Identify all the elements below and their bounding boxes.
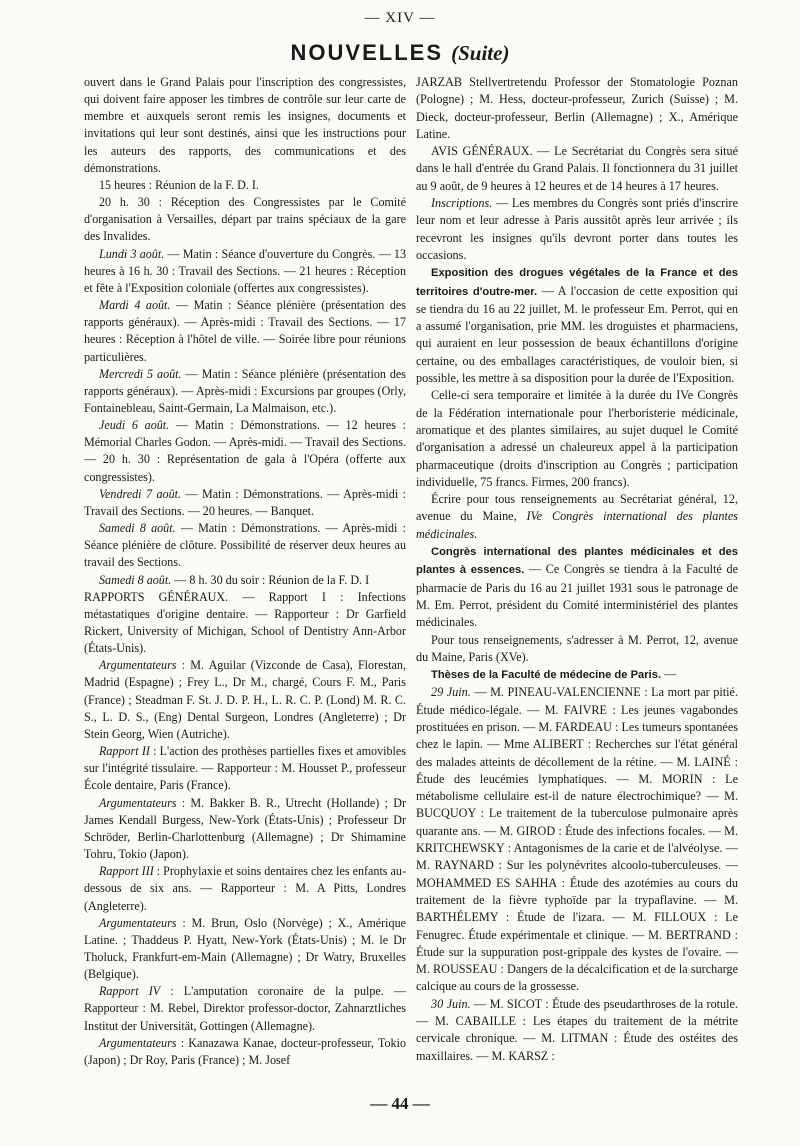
paragraph: ouvert dans le Grand Palais pour l'inscription des congressistes, qui doivent faire apposer les timbres de contrôle sur leur carte de membre et auxquels seront remis les insignes, documents et invitations qui leur sont destinés, ainsi que les instructions pour les auteurs des rapports, des communications et des démonstrations.: [84, 75, 406, 175]
entry-heading: Thèses de la Faculté de médecine de Paris.: [431, 669, 662, 682]
entry-text: — Matin : Séance plénière (présentation des rapports généraux). — Après-midi : Excursions par groupes (Orly, Fontainebleau, Saint-Germain, La Malmaison, etc.).: [84, 366, 407, 415]
entry-date: Lundi 3 août.: [99, 246, 165, 261]
entry-date: Vendredi 7 août.: [99, 486, 182, 501]
schedule-entry: [84, 246, 406, 297]
entry-lead: Rapport III: [99, 864, 154, 879]
paragraph: 20 h. 30 : Réception des Congressistes par le Comité d'organisation à Versailles, départ par trains spéciaux de la gare des Invalides.: [84, 195, 406, 244]
entry-heading: Exposition des drogues végétales de la France et des territoires d'outre-mer.: [416, 267, 738, 298]
entry-lead: Argumentateurs: [99, 795, 177, 810]
section-heading: [0, 40, 800, 66]
notice-entry: [416, 195, 738, 264]
entry-text: — Les membres du Congrès sont priés d'inscrire leur nom et leur adresse à Paris aussitôt après leur arrivée ; ils recevront les insignes qu'ils devront porter dans toutes les occasions.: [416, 196, 738, 262]
entry-date: Mercredi 5 août.: [99, 366, 182, 381]
report-entry: [84, 795, 406, 864]
thesis-entry: [416, 684, 738, 995]
notice-entry: [416, 491, 738, 543]
entry-text: : M. Brun, Oslo (Norvège) ; X., Amérique Latine. ; Thaddeus P. Hyatt, New-York (États-Unis) ; M. le Dr Tholuck, Frankfurt-em-Main (Allemagne) ; Dr Watry, Bruxelles (Belgique).: [84, 915, 406, 982]
paragraph: Celle-ci sera temporaire et limitée à la durée du IVe Congrès de la Fédération internationale pour l'herboristerie médicinale, aromatique et des plantes similaires, au sujet duquel le Comité d'organisation a adressé un chaleureux appel à la participation pharmaceutique (droits d'inscription au Congrès ; participation individuelle, 75 francs. Firmes, 200 francs).: [416, 388, 738, 489]
report-entry: [84, 657, 406, 743]
entry-lead: Argumentateurs: [99, 915, 177, 930]
entry-lead: Rapport II: [99, 744, 150, 759]
heading-title: NOUVELLES: [290, 40, 443, 65]
entry-date: Samedi 8 août.: [99, 572, 172, 587]
heading-suite: (Suite): [451, 41, 510, 65]
schedule-entry: [84, 486, 406, 520]
left-column: [84, 74, 406, 1069]
entry-heading: Congrès international des plantes médicinales et des plantes à essences.: [416, 546, 738, 577]
right-column: [416, 74, 738, 1065]
entry-text: : Prophylaxie et soins dentaires chez les enfants au-dessous de six ans. — Rapporteur : M. A Pitts, Londres (Angleterre).: [84, 864, 406, 913]
paragraph: RAPPORTS GÉNÉRAUX. — Rapport I : Infections métastatiques d'origine dentaire. — Rapporteur : Dr Garfield Rickert, University of Michigan, School of Dentistry Ann-Arbor (États-Unis).: [84, 589, 406, 656]
paragraph: Pour tous renseignements, s'adresser à M. Perrot, 12, avenue du Maine, Paris (XVe).: [416, 632, 738, 664]
entry-text: — Matin : Séance d'ouverture du Congrès. — 13 heures à 16 h. 30 : Travail des Sections. — 21 heures : Réception et fête à l'Exposition coloniale (offertes aux congressistes).: [84, 246, 406, 295]
roman-page-number: — XIV —: [364, 10, 436, 26]
entry-lead: Inscriptions.: [431, 196, 493, 211]
report-entry: [84, 915, 406, 984]
entry-date: 30 Juin.: [431, 996, 471, 1011]
entry-text: : M. Aguilar (Vizconde de Casa), Florestan, Madrid (Espagne) ; Frey L., Dr M., chargé, Cours F. M., Paris (France) ; Steadman F. St. J. D. P. H., L. R. C. P. (Lond) M. R. C. S., L. D. S., (Eng) Dental Surgeon, Londres (Angleterre) ; Dr Stein Georg, Wien (Autriche).: [84, 658, 406, 741]
report-entry: [84, 1035, 406, 1069]
notice-entry: [416, 543, 738, 631]
report-entry: [84, 743, 406, 794]
entry-text: — 8 h. 30 du soir : Réunion de la F. D. I: [171, 572, 370, 587]
entry-text: — Matin : Démonstrations. — Après-midi : Travail des Sections. — 20 heures. — Banquet.: [84, 486, 406, 518]
entry-lead: Rapport IV: [99, 984, 161, 999]
notice-entry: [416, 264, 738, 387]
entry-text: — A l'occasion de cette exposition qui se tiendra du 16 au 22 juillet, M. le professeur Em. Perrot, qui en a assumé l'organisation, prie MM. les droguistes et pharmaciens, qui auraient en leur possession de beaux échantillons d'origine certaine, ou des emballages caractéristiques, de vouloir bien, si possible, les mettre à sa disposition pour la durée de l'Exposition.: [416, 283, 738, 386]
schedule-entry: [84, 366, 406, 417]
entry-italic: IVe Congrès international des plantes médicinales.: [416, 509, 738, 541]
entry-text: — M. PINEAU-VALENCIENNE : La mort par pitié. Étude médico-légale. — M. FAIVRE : Les jeunes vagabondes prostituées en prison. — M. FARDEAU : Les tumeurs spontanées chez le lapin. — Mme ALIBERT : Recherches sur l'état général des malades atteints de décollement de la rétine. — M. LAINÉ : Étude des leucémies lymphatiques. — M. MORIN : Le métabolisme cellulaire est-il de nature électrochimique? — M. BUCQUOY : Le traitement de la tuberculose pulmonaire après quarante ans. — M. GIROD : Étude des infections focales. — M. KRITCHEWSKY : Antagonismes de la carie et de l'alvéolyse. — M. RAYNARD : Sur les polynévrites alcoolo-tuberculeuses. — MOHAMMED ES SAHHA : Étude des azotémies au cours du traitement de la fièvre typhoïde par la trypaflavine. — M. BARTHÉLEMY : Étude de l'izara. — M. FILLOUX : Le Fenugrec. Étude expérimentale et clinique. — M. BERTRAND : Étude sur la suppuration post-grippale des kystes de l'ovaire. — M. ROUSSEAU : Dangers de la décalcification et de la surcharge calcique au cours de la grossesse.: [416, 685, 738, 994]
schedule-entry: [84, 520, 406, 571]
paragraph: 15 heures : Réunion de la F. D. I.: [99, 177, 259, 192]
entry-text: : Kanazawa Kanae, docteur-professeur, Tokio (Japon) ; Dr Roy, Paris (France) ; M. Josef: [84, 1035, 406, 1067]
entry-date: Jeudi 6 août.: [99, 418, 170, 433]
page-number: — 44 —: [370, 1094, 430, 1113]
entry-text: : L'amputation coronaire de la pulpe. — Rapporteur : M. Rebel, Direktor professor-doctor, Zahnarztliches Institut der Universität, Gottingen (Allemagne).: [84, 984, 406, 1033]
entry-lead: Argumentateurs: [99, 658, 177, 673]
entry-text: Écrire pour tous renseignements au Secrétariat général, 12, avenue du Maine,: [416, 492, 738, 524]
schedule-entry: [84, 417, 406, 486]
schedule-entry: [84, 572, 406, 589]
entry-text: — Matin : Démonstrations. — Après-midi : Séance plénière de clôture. Possibilité de réserver deux heures au travail des Sections.: [84, 521, 406, 570]
paragraph: AVIS GÉNÉRAUX. — Le Secrétariat du Congrès sera situé dans le hall d'entrée du Grand Palais. Il fonctionnera du 31 juillet au 9 août, de 9 heures à 12 heures et de 14 heures à 17 heures.: [416, 144, 738, 193]
report-entry: [84, 983, 406, 1034]
entry-date: Samedi 8 août.: [99, 521, 176, 536]
entry-text: — Matin : Démonstrations. — 12 heures : Mémorial Charles Godon. — Après-midi. — Travail des Sections. — 20 h. 30 : Représentation de gala à l'Opéra (offerte aux congressistes).: [84, 418, 407, 484]
report-entry: [84, 863, 406, 914]
thesis-entry: [416, 996, 738, 1065]
entry-lead: Argumentateurs: [99, 1035, 177, 1050]
paragraph: JARZAB Stellvertretendu Professor der Stomatologie Poznan (Pologne) ; M. Hess, docteur-professeur, Zurich (Suisse) ; M. Dieck, docteur-professeur, Berlin (Allemagne) ; X., Amérique Latine.: [416, 75, 738, 141]
entry-date: Mardi 4 août.: [99, 298, 171, 313]
entry-text: : M. Bakker B. R., Utrecht (Hollande) ; Dr James Kendall Burgess, New-York (États-Unis) ; Professeur Dr Schröder, Berlin-Charlottenburg (Allemagne) ; Dr Shimamine Tohru, Tokio (Japon).: [84, 795, 406, 862]
entry-text: — M. SICOT : Étude des pseudarthroses de la rotule. — M. CABAILLE : Les étapes du traitement de la métrite cervicale chronique. — M. LITMAN : Étude des ostéites des maxillaires. — M. KARSZ :: [416, 996, 738, 1063]
entry-text: — Ce Congrès se tiendra à la Faculté de pharmacie de Paris du 16 au 21 juillet 1931 sous le patronage de M. Em. Perrot, président du Comité interministériel des plantes médicinales.: [416, 562, 738, 630]
entry-text: —: [661, 667, 677, 682]
entry-text: : L'action des prothèses partielles fixes et amovibles sur l'intégrité tissulaire. — Rapporteur : M. Housset P., professeur École dentaire, Paris (France).: [84, 744, 406, 793]
schedule-entry: [84, 297, 406, 366]
entry-date: 29 Juin.: [431, 685, 471, 700]
entry-text: — Matin : Séance plénière (présentation des rapports généraux). — Après-midi : Travail des Sections. — 17 heures : Réception à l'hôtel de ville. — Soirée libre pour réunions particulières.: [84, 298, 406, 364]
notice-entry: [416, 666, 738, 684]
